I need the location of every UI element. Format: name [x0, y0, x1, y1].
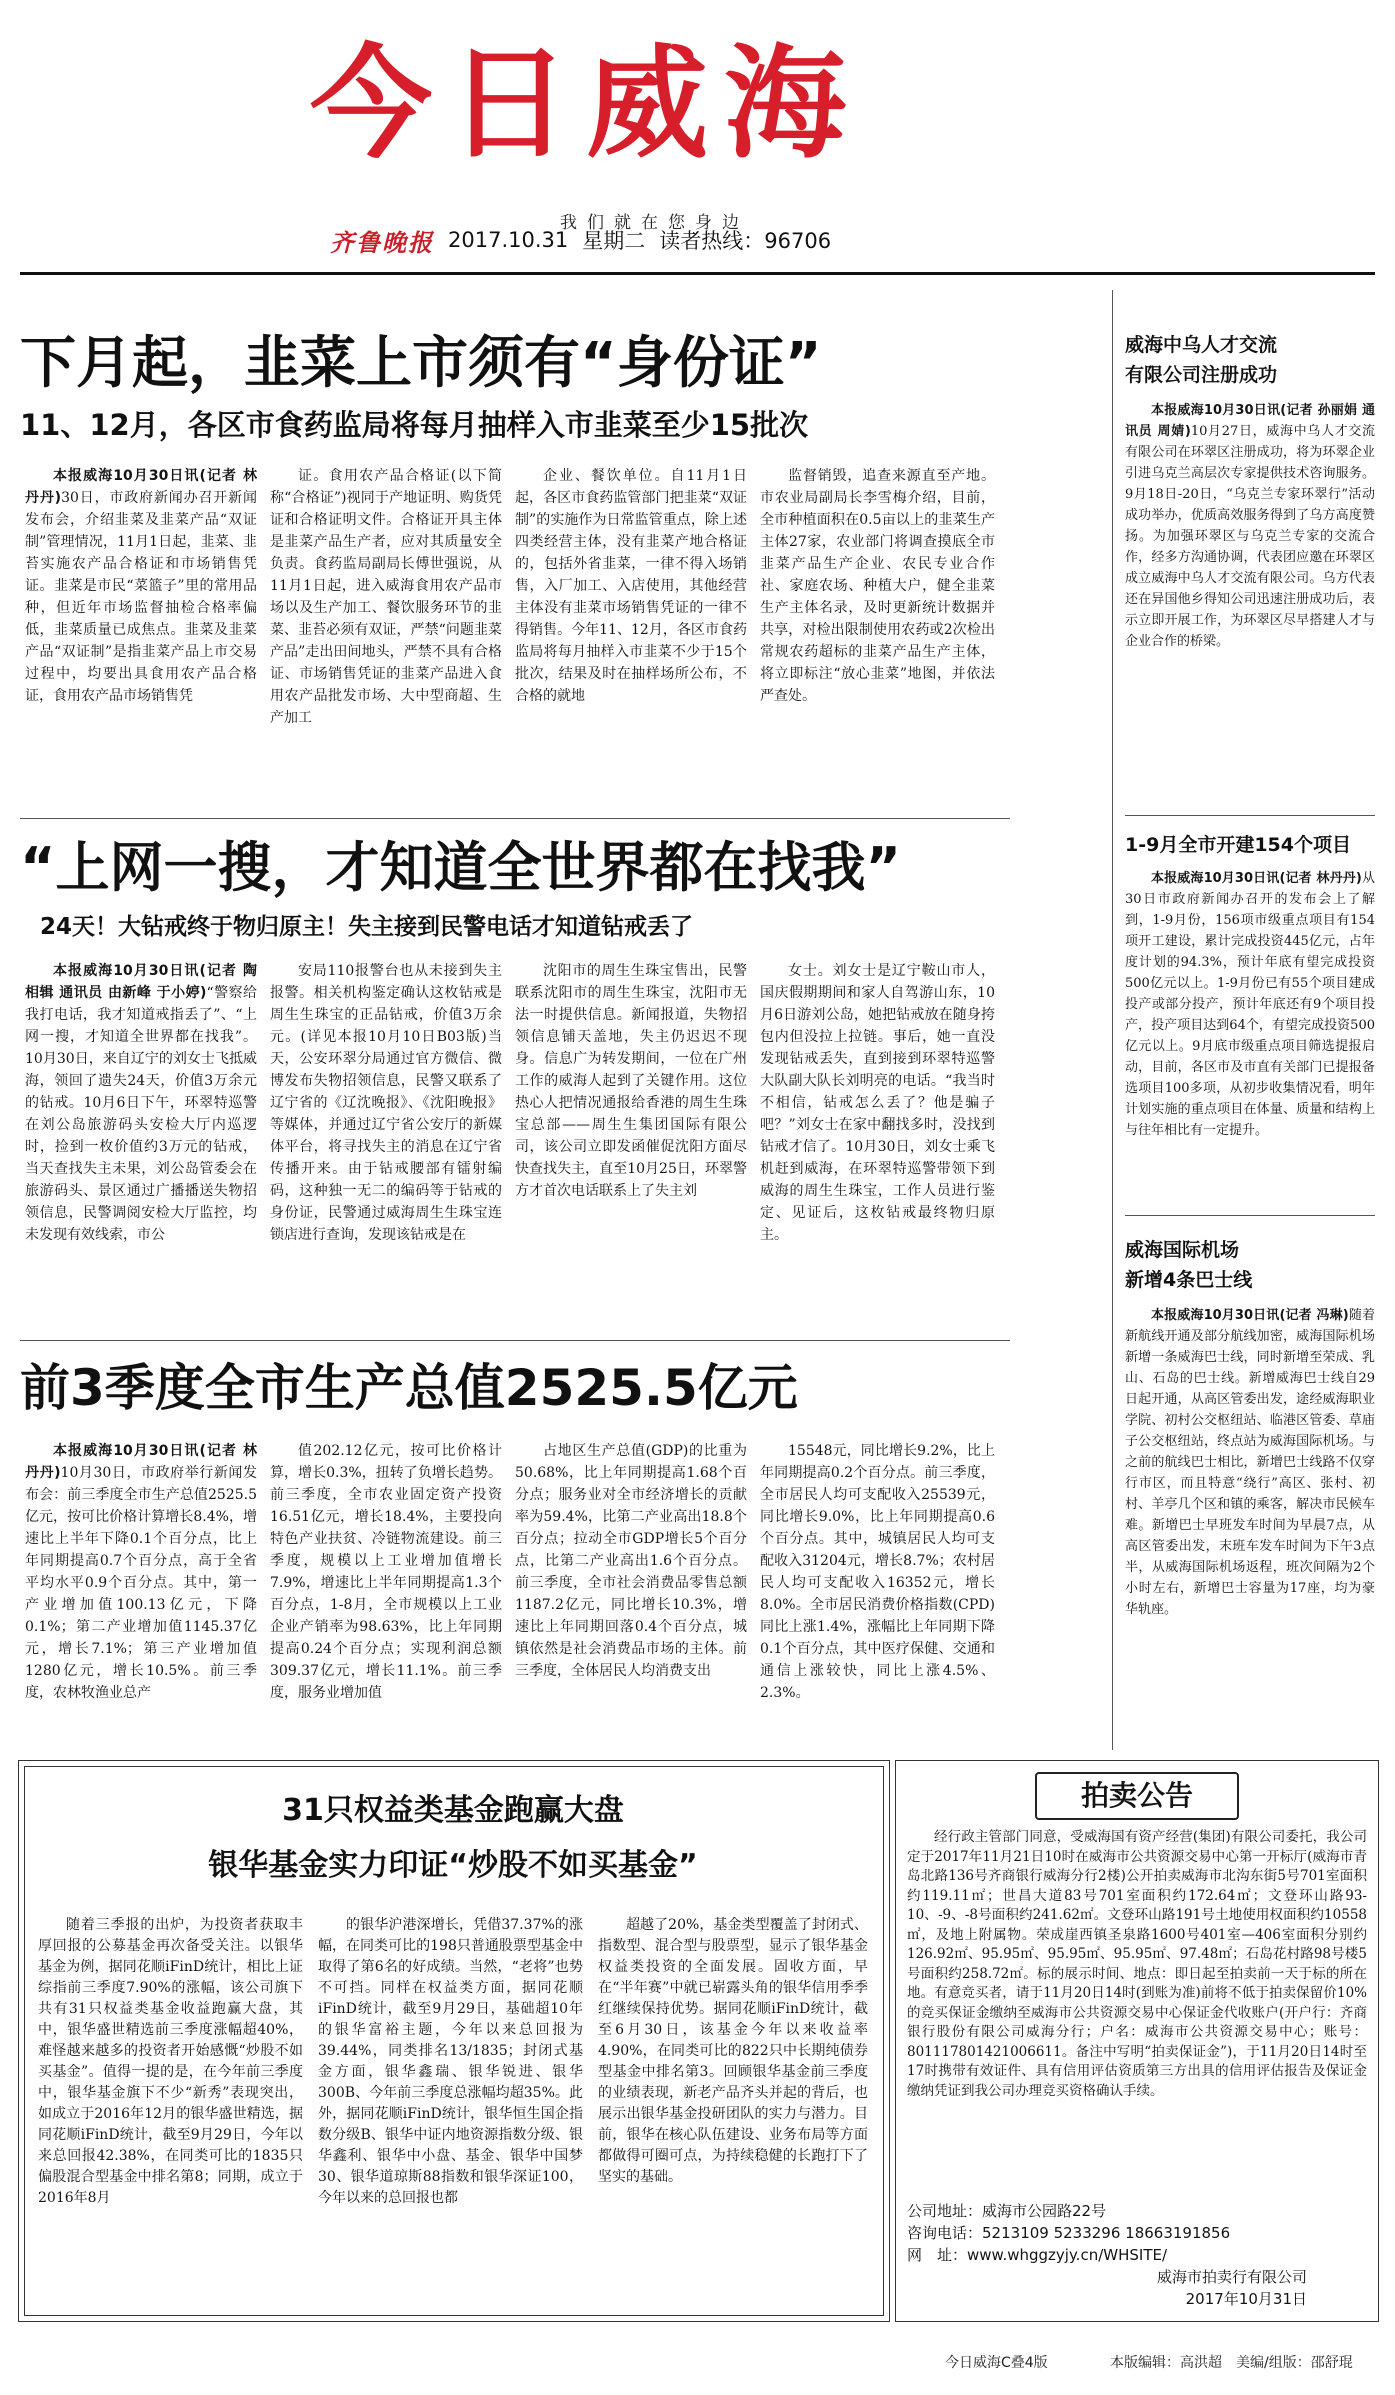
web-link[interactable]: www.whggzyjy.cn/WHSITE/ — [967, 2246, 1168, 2264]
article3-col4 — [760, 1440, 995, 1740]
divider — [20, 1340, 1010, 1341]
divider — [20, 818, 1010, 819]
fund-ad-col3 — [598, 1915, 868, 2305]
reader-hotline: 读者热线：96706 — [659, 229, 832, 253]
article2-col2 — [270, 960, 502, 1325]
article3-col3-text: 占地区生产总值(GDP)的比重为50.68%，比上年同期提高1.68个百分点；服务业对全市经济增长的贡献率为59.4%，比第二产业高出18.8个百分点；拉动全市GDP增长5个百分点，比第二产业高出1.6个百分点。前三季度，全市社会消费品零售总额1187.2亿元，同比增长10.3%，增速比上年同期回落0.4个百分点，城镇依然是社会消费品市场的主体。前三季度，全体居民人均消费支出 — [515, 1443, 747, 1679]
article2-col4 — [760, 960, 995, 1325]
sidebar-item1-text: 10月27日，威海中乌人才交流有限公司在环翠区注册成功，将为环翠企业引进乌克兰高层次专家提供技术咨询服务。9月18日-20日，“乌克兰专家环翠行”活动成功举办，优质高效服务得到了乌方高度赞扬。为加强环翠区与乌克兰专家的交流合作，经多方沟通协调，代表团应邀在环翠区成立威海中乌人才交流有限公司。乌方代表还在异国他乡得知公司迅速注册成功后，表示立即开展工作，为环翠区尽早搭建人才与企业合作的桥梁。 — [1125, 424, 1375, 649]
issue-weekday: 星期二 — [582, 229, 646, 253]
footer-page: 今日威海C叠4版 — [945, 2355, 1048, 2371]
article1-subheadline: 11、12月，各区市食药监局将每月抽样入市韭菜至少15批次 — [20, 408, 809, 442]
auction-phone-row — [907, 2222, 1367, 2244]
sidebar-item2-headline: 1-9月全市开建154个项目 — [1125, 834, 1351, 856]
sidebar-item3-headline-line2: 新增4条巴士线 — [1125, 1269, 1253, 1291]
sidebar-item3-headline — [1125, 1235, 1375, 1295]
auction-address-row — [907, 2200, 1367, 2222]
article1-byline: 本报威海10月30日讯(记者 林丹丹) — [25, 468, 257, 506]
issue-date: 2017.10.31 — [448, 228, 569, 252]
article3-col4-text: 15548元，同比增长9.2%，比上年同期提高0.2个百分点。前三季度，全市居民人均可支配收入25539元，同比增长9.0%，比上年同期提高0.6个百分点。其中，城镇居民人均可支配收入31204元，增长8.7%；农村居民人均可支配收入16352元，增长8.0%。全市居民消费价格指数(CPD)同比上涨1.4%，涨幅比上年同期下降0.1个百分点，其中医疗保健、交通和通信上涨较快，同比上涨4.5%、2.3%。 — [760, 1443, 995, 1701]
article2-col4-text: 女士。刘女士是辽宁鞍山市人，国庆假期期间和家人自驾游山东，10月6日游刘公岛，她把钻戒放在随身挎包内但没拉上拉链。事后，她一直没发现钻戒丢失，直到接到环翠特巡警大队副大队长刘明亮的电话。“我当时不相信，钻戒怎么丢了？他是骗子吧？”刘女士在家中翻找多时，没找到钻戒才信了。10月30日，刘女士乘飞机赶到威海，在环翠特巡警带领下到威海的周生生珠宝，工作人员进行鉴定、见证后，这枚钻戒最终物归原主。 — [760, 963, 995, 1243]
divider — [1125, 815, 1375, 816]
sidebar-item1-headline — [1125, 330, 1375, 390]
sidebar-divider — [1112, 290, 1113, 1750]
sidebar-item2-text: 从30日市政府新闻办召开的发布会上了解到，1-9月份，156项市级重点项目有154项开工建设，累计完成投资445亿元，占年度计划的94.3%，预计年底有望完成投资500亿元以上。1-9月份已有55个项目建成投产或部分投产，预计年底还有9个项目投产，投产项目达到64个，有望完成投资500亿元以上。9月底市级重点项目筛选提报启动，目前，各区市及市直有关部门已提报备选项目100多项，从初步收集情况看，明年计划实施的重点项目在体量、质量和结构上与往年相比有一定提升。 — [1125, 871, 1375, 1138]
sidebar-item3-byline: 本报威海10月30日讯(记者 冯琳) — [1151, 1308, 1349, 1323]
article2-headline: “上网一搜，才知道全世界都在找我” — [20, 836, 901, 899]
sidebar-item3-headline-line1: 威海国际机场 — [1125, 1239, 1240, 1261]
auction-contact — [907, 2200, 1367, 2310]
auction-text: 经行政主管部门同意，受威海国有资产经营(集团)有限公司委托，我公司定于2017年11月21日10时在威海市公共资源交易中心第一开标厅(威海市青岛北路136号齐商银行威海分行2楼)公开拍卖威海市北沟东街5号701室面积约119.11㎡；世昌大道83号701室面积约172.64㎡；文登环山路93-10、-9、-8号面积约241.62㎡。文登环山路191号土地使用权面积约10558㎡，及地上附属物。荣成崖西镇圣泉路1600号401室—406室面积分别约126.92㎡、95.95㎡、95.95㎡、95.95㎡、97.48㎡；石岛花村路98号楼5号面积约258.72㎡。标的展示时间、地点：即日起至拍卖前一天于标的所在地。有意竞买者，请于11月20日14时(到账为准)前将不低于拍卖保留价10%的竞买保证金缴纳至威海市公共资源交易中心保证金代收账户(开户行：齐商银行股份有限公司威海分行；户名：威海市公共资源交易中心；账号：801117801421006611。备注中写明“拍卖保证金”)，于11月20日14时至17时携带有效证件、具有信用评估资质第三方出具的信用评估报告及保证金缴纳凭证到我公司办理竞买资格确认手续。 — [907, 1829, 1367, 2099]
masthead-info — [330, 220, 831, 260]
article1-col4 — [760, 465, 995, 805]
masthead-rule — [20, 272, 1375, 275]
address-value: 威海市公园路22号 — [982, 2202, 1107, 2220]
footer-editor: 本版编辑：高洪超 美编/组版：邵舒琨 — [1110, 2355, 1353, 2371]
sidebar-item3-body — [1125, 1305, 1375, 1745]
newspaper-title: 今日威海 — [310, 33, 862, 175]
article3-col1 — [25, 1440, 257, 1740]
address-label: 公司地址： — [907, 2202, 983, 2220]
sidebar-item1-headline-line2: 有限公司注册成功 — [1125, 364, 1278, 386]
fund-ad-col3-text: 超越了20%，基金类型覆盖了封闭式、指数型、混合型与股票型，显示了银华基金权益类投资的全面发展。固收方面，早在“半年赛”中就已崭露头角的银华信用季季红继续保持优势。据同花顺iFinD统计，截至6月30日，该基金今年以来收益率4.90%，在同类可比的822只中长期纯债券型基金中排名第3。回顾银华基金前三季度的业绩表现，新老产品齐头并起的背后，也展示出银华基金投研团队的实力与潜力。目前，银华在核心队伍建设、业务布局等方面都做得可圈可点，为持续稳健的长跑打下了坚实的基础。 — [598, 1917, 868, 2185]
sidebar-item2-byline: 本报威海10月30日讯(记者 林丹丹) — [1151, 871, 1362, 886]
phone-label: 咨询电话： — [907, 2224, 983, 2242]
fund-ad-col2-text: 的银华沪港深增长，凭借37.37%的涨幅，在同类可比的198只普通股票型基金中取得了第6名的好成绩。当然，“老将”也势不可挡。同样在权益类方面，据同花顺iFinD统计，截至9月29日，基础超10年的银华富裕主题，今年以来总回报为39.44%，同类排名13/1835；封闭式基金方面，银华鑫瑞、银华锐进、银华300B、今年前三季度总涨幅均超35%。此外，据同花顺iFinD统计，银华恒生国企指数分级B、银华中证内地资源指数分级、银华鑫利、银华中小盘、基金、银华中国梦30、银华道琼斯88指数和银华深证100，今年以来的总回报也都 — [318, 1917, 583, 2206]
fund-ad-headline: 31只权益类基金跑赢大盘 — [282, 1793, 624, 1828]
sidebar-item3-text: 随着新航线开通及部分航线加密，威海国际机场新增一条威海巴士线，同时新增至荣成、乳山、石岛的巴士线。新增威海巴士线自29日起开通，从高区管委出发，途经威海职业学院、初村公交枢纽站、临港区管委、草庙子公交枢纽站，终点站为威海国际机场。与之前的航线巴士相比，新增巴士线路不仅穿行市区，而且特意“绕行”高区、张村、初村、羊亭几个区和镇的乘客，解决市民候车难。新增巴士早班发车时间为早晨7点，从高区管委出发，末班车发车时间为下午3点半，从威海国际机场返程，班次间隔为2个小时左右，新增巴士容量为17座，均为豪华轨座。 — [1125, 1308, 1375, 1617]
article1-col1 — [25, 465, 257, 805]
divider — [1125, 1215, 1375, 1216]
web-label: 网 址： — [907, 2246, 968, 2264]
article2-col1-text: “警察给我打电话，我才知道戒指丢了”、“上网一搜，才知道全世界都在找我”。10月30日，来自辽宁的刘女士飞抵威海，领回了遗失24天，价值3万余元的钻戒。10月6日下午，环翠特巡警在刘公岛旅游码头安检大厅内巡逻时，捡到一枚价值约3万元的钻戒，当天查找失主未果，刘公岛管委会在旅游码头、景区通过广播播送失物招领信息，民警调阅安检大厅监控，均未发现有效线索，市公 — [25, 985, 257, 1243]
article2-col3 — [515, 960, 747, 1325]
article2-col3-text: 沈阳市的周生生珠宝售出，民警联系沈阳市的周生生珠宝，沈阳市无法一时提供信息。新闻报道，失物招领信息铺天盖地，失主仍迟迟不现身。信息广为转发期间，一位在广州工作的威海人起到了关键作用。这位热心人把情况通报给香港的周生生珠宝总部——周生生集团国际有限公司，该公司立即发函催促沈阳方面尽快查找失主，直至10月25日，环翠警方才首次电话联系上了失主刘 — [515, 963, 747, 1199]
article1-headline: 下月起，韭菜上市须有“身份证” — [20, 331, 822, 396]
phone-value: 5213109 5233296 18663191856 — [982, 2224, 1231, 2242]
fund-ad-col1 — [38, 1915, 303, 2305]
article1-col1-text: 30日，市政府新闻办召开新闻发布会，介绍韭菜及韭菜产品“双证制”管理情况，11月1日起，韭菜、韭苔实施农产品合格证和市场销售凭证。韭菜是市民“菜篮子”里的常用品种，但近年市场监督抽检合格率偏低，韭菜质量已成焦点。韭菜及韭菜产品“双证制”是指韭菜产品上市交易过程中，均要出具食用农产品合格证，食用农产品市场销售凭 — [25, 490, 257, 704]
article1-col2-text: 证。食用农产品合格证(以下简称“合格证”)视同于产地证明、购货凭证和合格证明文件。合格证开具主体是韭菜产品生产者，应对其质量安全负责。食药监局副局长傅世强说，从11月1日起，进入威海食用农产品市场以及生产加工、餐饮服务环节的韭菜、韭苔必须有双证，严禁“问题韭菜产品”走出田间地头，严禁不具有合格证、市场销售凭证的韭菜产品进入食用农产品批发市场、大中型商超、生产加工 — [270, 468, 502, 726]
fund-ad-subheadline: 银华基金实力印证“炒股不如买基金” — [208, 1848, 698, 1883]
article1-col3 — [515, 465, 747, 805]
article3-headline: 前3季度全市生产总值2525.5亿元 — [20, 1359, 798, 1417]
article2-col2-text: 安局110报警台也从未接到失主报警。相关机构鉴定确认这枚钻戒是周生生珠宝的正品钻戒，价值3万余元。(详见本报10月10日B03版)当天，公安环翠分局通过官方微信、微博发布失物招领信息，民警又联系了辽宁省的《辽沈晚报》、《沈阳晚报》等媒体，并通过辽宁省公安厅的新媒体平台，将寻找失主的消息在辽宁省传播开来。由于钻戒腰部有镭射编码，这种独一无二的编码等于钻戒的身份证，民警通过威海周生生珠宝连锁店进行查询，发现该钻戒是在 — [270, 963, 502, 1243]
auction-web-row — [907, 2244, 1367, 2266]
sidebar-item1-body — [1125, 400, 1375, 810]
auction-title: 拍卖公告 — [1035, 1772, 1239, 1820]
sidebar-item1-byline: 本报威海10月30日讯(记者 孙丽娟 通讯员 周婧) — [1125, 403, 1375, 439]
article1-col3-text: 企业、餐饮单位。自11月1日起，各区市食药监管部门把韭菜“双证制”的实施作为日常监管重点，除上述四类经营主体，没有韭菜产地合格证的，包括外省韭菜，一律不得入场销售，入厂加工、入店使用，其他经营主体没有韭菜市场销售凭证的一律不得销售。今年11、12月，各区市食药监局将每月抽样入市韭菜不少于15个批次，结果及时在抽样场所公布，不合格的就地 — [515, 468, 747, 704]
auction-company: 威海市拍卖行有限公司 — [1156, 2268, 1307, 2286]
slogan: 我们就在您身边 — [560, 213, 749, 233]
article2-col1 — [25, 960, 257, 1325]
article1-col4-text: 监督销毁，追查来源直至产地。市农业局副局长李雪梅介绍，目前，全市种植面积在0.5亩以上的韭菜生产主体27家，农业部门将调查摸底全市韭菜产品生产企业、农民专业合作社、家庭农场、种植大户，健全韭菜生产主体名录，及时更新统计数据并共享，对检出限制使用农药或2次检出常规农药超标的韭菜产品生产主体，将立即标注“放心韭菜”地图，并依法严查处。 — [760, 468, 995, 704]
fund-ad-col2 — [318, 1915, 583, 2305]
article3-col2 — [270, 1440, 502, 1740]
article3-col2-text: 值202.12亿元，按可比价格计算，增长0.3%，扭转了负增长趋势。前三季度，全市农业固定资产投资16.51亿元，增长18.4%，主要投向特色产业扶贫、冷链物流建设。前三季度，规模以上工业增加值增长7.9%，增速比上半年同期提高1.3个百分点，1-8月，全市规模以上工业企业产销率为98.63%，比上年同期提高0.24个百分点；实现利润总额309.37亿元，增长11.1%。前三季度，服务业增加值 — [270, 1443, 502, 1701]
sidebar-item2-body — [1125, 868, 1375, 1208]
fund-ad-col1-text: 随着三季报的出炉，为投资者获取丰厚回报的公募基金再次备受关注。以银华基金为例，据同花顺iFinD统计，相比上证综指前三季度7.90%的涨幅，该公司旗下共有31只权益类基金收益跑赢大盘，其中，银华盛世精选前三季度涨幅超40%，难怪越来越多的投资者开始感慨“炒股不如买基金”。值得一提的是，在今年前三季度中，银华基金旗下不少“新秀”表现突出，如成立于2016年12月的银华盛世精选，据同花顺iFinD统计，截至9月29日，今年以来总回报42.38%，在同类可比的1835只偏股混合型基金中排名第8；同期，成立于2016年8月 — [38, 1917, 303, 2206]
masthead — [0, 20, 1395, 233]
article2-subheadline: 24天！大钻戒终于物归原主！失主接到民警电话才知道钻戒丢了 — [40, 914, 694, 940]
auction-body — [907, 1828, 1367, 2198]
article3-col3 — [515, 1440, 747, 1740]
article2-byline: 本报威海10月30日讯(记者 陶相辑 通讯员 由新峰 于小婷) — [25, 963, 257, 1001]
publisher-logo: 齐鲁晚报 — [330, 227, 434, 257]
sidebar-item1-headline-line1: 威海中乌人才交流 — [1125, 334, 1278, 356]
auction-date: 2017年10月31日 — [1185, 2290, 1307, 2308]
article3-byline: 本报威海10月30日讯(记者 林丹丹) — [25, 1443, 257, 1481]
article1-col2 — [270, 465, 502, 805]
article3-col1-text: 10月30日，市政府举行新闻发布会：前三季度全市生产总值2525.5亿元，按可比价格计算增长8.4%，增速比上半年下降0.1个百分点，比上年同期提高0.7个百分点，高于全省平均水平0.9个百分点。其中，第一产业增加值100.13亿元，下降0.1%；第二产业增加值1145.37亿元，增长7.1%；第三产业增加值1280亿元，增长10.5%。前三季度，农林牧渔业总产 — [25, 1465, 257, 1701]
